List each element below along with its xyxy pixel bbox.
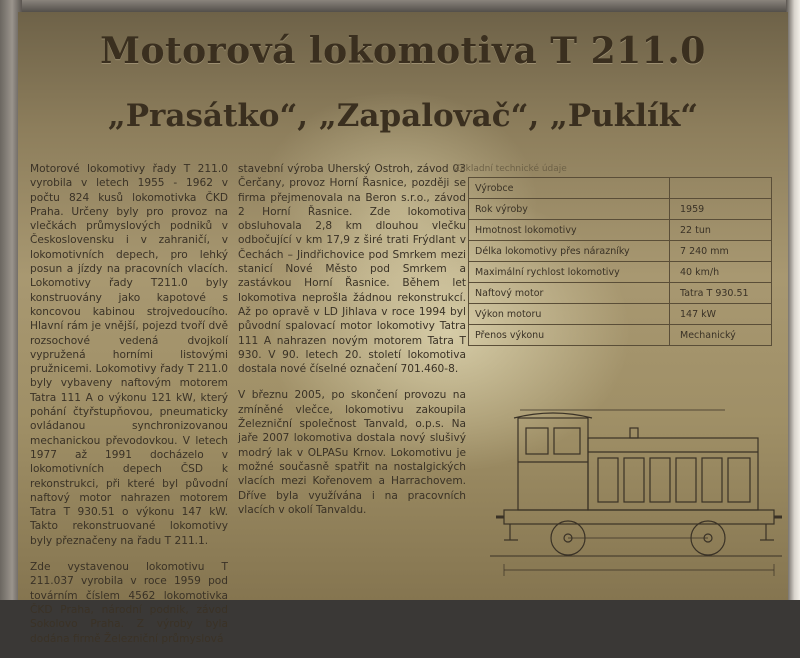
history-paragraph-4: V březnu 2005, po skončení provozu na zmíněné vlečce, lokomotivu zakoupila Železniční společnost Tanvald, o.p.s. Na jaře 2007 lokomotiva dostala nový slušivý modrý lak v OLPASu Krnov. Lokomotivu je možné současně spatřit na nostalgických vlacích mezi Kořenovem a Harrachovem. Dříve byla využívána i na pracovních vlacích v okolí Tanvaldu. (238, 389, 466, 516)
specs-row (469, 199, 772, 220)
spec-value: 22 tun (670, 220, 772, 241)
specs-row (469, 325, 772, 346)
spec-label: Přenos výkonu (469, 325, 670, 346)
specs-table (468, 177, 772, 346)
frame-right (786, 0, 800, 600)
plaque-subtitle: „Prasátko“, „Zapalovač“, „Puklík“ (107, 98, 699, 134)
text-column-middle (238, 162, 466, 529)
history-paragraph-2: Zde vystavenou lokomotivu T 211.037 vyrobila v roce 1959 pod továrním číslem 4562 lokomotivka ČKD Praha, národní podnik, závod Sokolovo Praha. Z výroby byla dodána firmě Železniční průmyslová (30, 561, 228, 645)
spec-value: 7 240 mm (670, 241, 772, 262)
spec-label: Hmotnost lokomotivy (469, 220, 670, 241)
spec-value: Mechanický (670, 325, 772, 346)
spec-label: Výkon motoru (469, 304, 670, 325)
specs-row (469, 262, 772, 283)
plaque-title: Motorová lokomotiva T 211.0 (100, 30, 706, 72)
specs-row (469, 304, 772, 325)
history-paragraph-1: Motorové lokomotivy řady T 211.0 vyrobila v letech 1955 - 1962 v počtu 824 kusů lokomotivka ČKD Praha. Určeny byly pro provoz na vlečkách průmyslových podniků v Československu i v zahraničí, v lokomotivních depech, pro lehký posun a jízdy na pracovních vlacích. Lokomotivy řady T211.0 byly konstruovány jako kapotové s koncovou kabinou strojvedoucího. Hlavní rám je vnější, pojezd tvoří dvě rozsochové vedená dvojkolí vypružená horními listovými pružnicemi. Lokomotivy řady T 211.0 byly vybaveny naftovým motorem Tatra 111 A o výkonu 121 kW, který pohání čtyřstupňovou, pneumaticky ovládanou synchronizovanou mechanickou převodovkou. V letech 1977 až 1991 docházelo v lokomotivních depech ČSD k rekonstrukci, při které byl původní naftový motor nahrazen motorem Tatra T 930.51 o výkonu 147 kW. Takto rekonstruované lokomotivy byly přeznačeny na řadu T 211.1. (30, 163, 228, 547)
specs-row (469, 220, 772, 241)
specs-row (469, 241, 772, 262)
spec-label: Výrobce (469, 178, 670, 199)
specs-caption: Základní technické údaje (454, 164, 567, 174)
specs-row (469, 283, 772, 304)
specs-row (469, 178, 772, 199)
spec-value: Tatra T 930.51 (670, 283, 772, 304)
spec-value (670, 178, 772, 199)
spec-value: 147 kW (670, 304, 772, 325)
spec-label: Naftový motor (469, 283, 670, 304)
information-plaque (18, 12, 788, 645)
locomotive-drawing-icon (490, 402, 782, 578)
spec-value: 1959 (670, 199, 772, 220)
spec-label: Maximální rychlost lokomotivy (469, 262, 670, 283)
text-column-left (30, 162, 228, 658)
spec-value: 40 km/h (670, 262, 772, 283)
history-paragraph-3: stavební výroba Uherský Ostroh, závod 03 Čerčany, provoz Horní Řasnice, později se firma přejmenovala na Beron s.r.o., závod 2 Horní Řasnice. Zde lokomotiva obsluhovala 2,8 km dlouhou vlečku odbočující v km 17,9 z širé trati Frýdlant v Čechách – Jindřichovice pod Smrkem mezi stanicí Nové Město pod Smrkem a zastávkou Horní Řasnice. Během let lokomotiva neprošla žádnou rekonstrukcí. Až po opravě v LD Jihlava v roce 1994 byl původní spalovací motor lokomotivy Tatra 111 A nahrazen novým motorem Tatra T 930. V 90. letech 20. století lokomotiva dostala nové číselné označení 701.460-8. (238, 163, 466, 376)
spec-label: Délka lokomotivy přes nárazníky (469, 241, 670, 262)
spec-label: Rok výroby (469, 199, 670, 220)
